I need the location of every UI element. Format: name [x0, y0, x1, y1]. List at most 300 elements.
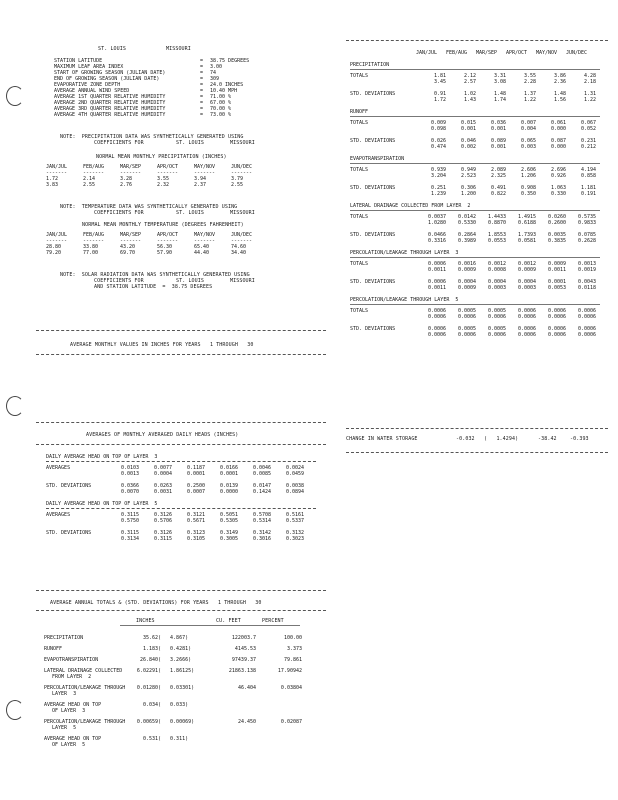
param-label: AVERAGE 2ND QUARTER RELATIVE HUMIDITY — [54, 100, 166, 106]
table-cell: 0.822 — [490, 191, 506, 197]
table-cell: 69.70 — [120, 250, 136, 256]
row-label: LATERAL DRAINAGE COLLECTED — [44, 668, 123, 674]
annual-row-cont — [44, 674, 302, 680]
spacer — [46, 536, 106, 542]
spacer — [350, 144, 416, 150]
table-cell: 1.48 — [553, 91, 566, 97]
spacer — [46, 489, 106, 495]
temp-table-title: NORMAL MEAN MONTHLY TEMPERATURE (DEGREES FAHRENHEIT) — [82, 222, 244, 228]
inches-value: 6.02291 — [136, 668, 158, 674]
table-cell: 0.858 — [580, 173, 596, 179]
underline: ------- — [157, 238, 179, 244]
table-cell: 0.3126 — [153, 530, 172, 536]
row-label: AVERAGE HEAD ON TOP — [44, 736, 102, 742]
param-value: 67.00 % — [210, 100, 232, 106]
table-cell: 0.0012 — [517, 261, 536, 267]
data-row — [350, 285, 600, 291]
divider — [346, 428, 608, 429]
spacer — [350, 332, 416, 338]
table-cell: 0.0004 — [517, 279, 536, 285]
table-cell: 3.28 — [120, 176, 133, 182]
column-header: APR/OCT — [157, 164, 179, 170]
table-cell: 0.0006 — [517, 314, 536, 320]
table-cell: 57.90 — [157, 250, 173, 256]
column-header: FEB/AUG — [83, 164, 105, 170]
table-cell: 0.3835 — [547, 238, 566, 244]
table-cell: 0.0035 — [547, 232, 566, 238]
table-cell: 0.0011 — [427, 285, 446, 291]
change-water-inches: -0.032 — [456, 436, 475, 442]
cuft-value — [206, 736, 256, 742]
spacer — [350, 267, 416, 273]
table-cell: 0.5330 — [457, 220, 476, 226]
table-cell: 4.28 — [583, 73, 596, 79]
table-cell: 2.18 — [583, 79, 596, 85]
station-parameters — [54, 58, 280, 118]
table-cell: 0.0006 — [487, 332, 506, 338]
equals-sign: = — [200, 64, 204, 70]
section-underline — [350, 210, 600, 211]
spacer — [350, 126, 416, 132]
table-cell: 0.0009 — [517, 267, 536, 273]
row-label: STD. DEVIATIONS — [46, 530, 92, 536]
daily-heads-table — [46, 454, 316, 542]
table-cell: 0.0024 — [285, 465, 304, 471]
table-cell: 0.0046 — [252, 465, 271, 471]
table-cell: 0.004 — [520, 126, 536, 132]
table-cell: 1.063 — [550, 185, 566, 191]
precip-note-city: ST. LOUIS — [176, 140, 204, 146]
table-cell: 0.0005 — [487, 308, 506, 314]
table-cell: 0.0001 — [219, 471, 238, 477]
table-cell: 0.3149 — [219, 530, 238, 536]
station-param-row — [54, 112, 280, 118]
row-label: TOTALS — [350, 214, 369, 220]
table-cell: 1.4915 — [517, 214, 536, 220]
table-cell: 0.0553 — [487, 238, 506, 244]
section-title-text: DAILY AVERAGE HEAD ON TOP OF LAYER 5 — [46, 501, 158, 507]
table-cell: 0.3132 — [285, 530, 304, 536]
table-cell: 0.0013 — [120, 471, 139, 477]
solar-note-line2: COEFFICIENTS FOR — [94, 278, 144, 284]
row-label: PERCOLATION/LEAKAGE THROUGH — [44, 719, 126, 725]
table-cell: 0.5161 — [285, 512, 304, 518]
data-row — [46, 518, 316, 524]
table-cell: 43.20 — [120, 244, 136, 250]
std-value: ( 0.4281) — [158, 646, 192, 652]
table-cell: 2.14 — [83, 176, 96, 182]
divider — [36, 330, 326, 331]
table-cell: 3.83 — [46, 182, 59, 188]
table-cell: 0.0006 — [517, 326, 536, 332]
table-cell: 0.036 — [490, 120, 506, 126]
annual-row-cont — [44, 708, 302, 714]
table-header-row — [350, 50, 600, 56]
row-label: STD. DEVIATIONS — [350, 185, 396, 191]
table-cell: 0.046 — [460, 138, 476, 144]
percent-value: 0.02087 — [280, 719, 302, 725]
table-cell: 1.7393 — [517, 232, 536, 238]
row-label-cont: OF LAYER 5 — [52, 742, 86, 748]
row-label: STD. DEVIATIONS — [350, 326, 396, 332]
column-header: FEB/AUG — [446, 50, 468, 56]
table-cell: 0.089 — [490, 138, 506, 144]
row-label: STD. DEVIATIONS — [46, 483, 92, 489]
table-cell: 0.5708 — [252, 512, 271, 518]
underline: ------- — [120, 170, 142, 176]
column-header: JAN/JUL — [46, 164, 68, 170]
table-cell: 0.0005 — [457, 326, 476, 332]
percent-value: 0.03804 — [280, 685, 302, 691]
data-row — [46, 536, 316, 542]
percent-value: 79.861 — [283, 657, 302, 663]
param-value: 3.00 — [210, 64, 223, 70]
annual-row-cont — [44, 725, 302, 731]
table-cell: 0.000 — [550, 126, 566, 132]
data-row — [350, 332, 600, 338]
spacer — [350, 50, 416, 56]
percent-value — [256, 702, 302, 708]
equals-sign: = — [200, 100, 204, 106]
table-cell: 0.2600 — [547, 220, 566, 226]
underline: ------- — [46, 238, 68, 244]
table-cell: 0.0004 — [457, 279, 476, 285]
table-cell: 0.3115 — [120, 530, 139, 536]
percent-value: 3.373 — [286, 646, 302, 652]
data-row — [350, 173, 600, 179]
divider — [36, 610, 326, 611]
table-cell: 3.86 — [553, 73, 566, 79]
table-cell: 2.696 — [550, 167, 566, 173]
table-cell: 0.2628 — [577, 238, 596, 244]
table-cell: 0.0012 — [487, 261, 506, 267]
underline: ------- — [194, 170, 216, 176]
table-cell: 0.0003 — [517, 285, 536, 291]
divider — [36, 444, 326, 445]
table-cell: 0.0006 — [427, 261, 446, 267]
table-cell: 33.80 — [83, 244, 99, 250]
table-cell: 0.949 — [460, 167, 476, 173]
table-row — [46, 250, 268, 256]
binder-hole — [6, 700, 24, 720]
equals-sign: = — [200, 70, 204, 76]
table-cell: 2.57 — [463, 79, 476, 85]
table-cell: 0.0581 — [517, 238, 536, 244]
table-cell: 0.0006 — [427, 279, 446, 285]
table-cell: 0.3142 — [252, 530, 271, 536]
table-cell: 0.0006 — [547, 308, 566, 314]
table-cell: 0.3121 — [186, 512, 205, 518]
equals-sign: = — [200, 76, 204, 82]
section-underline — [46, 461, 316, 462]
table-cell: 0.0019 — [577, 267, 596, 273]
divider — [36, 590, 326, 591]
table-cell: 0.0006 — [427, 332, 446, 338]
cuft-value: 46.404 — [237, 685, 256, 691]
row-label: TOTALS — [350, 261, 369, 267]
table-cell: 0.5735 — [577, 214, 596, 220]
table-cell: 0.5750 — [120, 518, 139, 524]
table-cell: 2.36 — [553, 79, 566, 85]
change-water-std: ( 1.4294) — [484, 436, 519, 442]
param-value: 38.75 DEGREES — [210, 58, 250, 64]
cuft-value — [206, 702, 256, 708]
table-cell: 0.908 — [520, 185, 536, 191]
table-cell: 0.0006 — [457, 314, 476, 320]
section-title-text: RUNOFF — [350, 109, 369, 115]
change-water-label: CHANGE IN WATER STORAGE — [346, 436, 418, 442]
table-cell: 0.3105 — [186, 536, 205, 542]
table-row — [46, 182, 268, 188]
table-cell: 0.0006 — [427, 314, 446, 320]
table-cell: 1.74 — [493, 97, 506, 103]
row-label: STD. DEVIATIONS — [350, 232, 396, 238]
table-cell: 0.0263 — [153, 483, 172, 489]
table-cell: 0.0139 — [219, 483, 238, 489]
spacer — [350, 285, 416, 291]
data-row — [350, 144, 600, 150]
row-label: TOTALS — [350, 167, 369, 173]
table-cell: 0.3115 — [153, 536, 172, 542]
table-cell: 0.5671 — [186, 518, 205, 524]
table-cell: 0.3126 — [153, 512, 172, 518]
change-water-cuft: -38.42 — [538, 436, 557, 442]
section-title — [350, 297, 600, 303]
table-cell: 0.0006 — [577, 326, 596, 332]
table-cell: 77.00 — [83, 250, 99, 256]
precip-note-line1: NOTE: PRECIPITATION DATA WAS SYNTHETICALLY GENERATED USING — [60, 134, 244, 140]
column-header: JUN/DEC — [231, 164, 253, 170]
divider — [346, 40, 608, 41]
std-value: ( 0.311) — [158, 736, 189, 742]
row-label-cont: LAYER 3 — [52, 691, 77, 697]
table-cell: 0.3115 — [120, 512, 139, 518]
table-cell: 0.002 — [460, 144, 476, 150]
table-cell: 0.0005 — [457, 308, 476, 314]
table-cell: 1.22 — [583, 97, 596, 103]
change-water-pct: -0.393 — [570, 436, 589, 442]
percent-value: 17.90942 — [277, 668, 302, 674]
section-underline — [46, 508, 316, 509]
table-cell: 2.55 — [83, 182, 96, 188]
param-label: START OF GROWING SEASON (JULIAN DATE) — [54, 70, 166, 76]
param-label: END OF GROWING SEASON (JULIAN DATE) — [54, 76, 160, 82]
inches-value: 0.00659 — [136, 719, 158, 725]
table-cell: 0.0785 — [577, 232, 596, 238]
table-cell: 0.0006 — [577, 308, 596, 314]
table-cell: 0.0009 — [457, 285, 476, 291]
spacer — [350, 220, 416, 226]
table-cell: 1.37 — [523, 91, 536, 97]
table-cell: 0.098 — [430, 126, 446, 132]
table-cell: 0.0006 — [547, 326, 566, 332]
param-label: EVAPORATIVE ZONE DEPTH — [54, 82, 121, 88]
table-cell: 0.0006 — [427, 326, 446, 332]
data-row — [350, 238, 600, 244]
underline: ------- — [157, 170, 179, 176]
row-label: TOTALS — [350, 120, 369, 126]
table-cell: 3.55 — [523, 73, 536, 79]
table-cell: 0.0366 — [120, 483, 139, 489]
row-label: AVERAGES — [46, 465, 71, 471]
table-cell: 2.12 — [463, 73, 476, 79]
column-header: JUN/DEC — [566, 50, 588, 56]
row-label: STD. DEVIATIONS — [350, 138, 396, 144]
table-cell: 0.1187 — [186, 465, 205, 471]
table-cell: 0.067 — [580, 120, 596, 126]
table-cell: 0.0009 — [547, 261, 566, 267]
table-cell: 1.181 — [580, 185, 596, 191]
table-cell: 0.0037 — [427, 214, 446, 220]
table-cell: 0.251 — [430, 185, 446, 191]
percent-value: 100.00 — [283, 635, 302, 641]
section-title — [350, 156, 600, 162]
data-row — [46, 489, 316, 495]
temp-table — [46, 232, 268, 256]
param-value: 74 — [210, 70, 217, 76]
table-cell: 3.45 — [433, 79, 446, 85]
temp-note-state: MISSOURI — [230, 210, 255, 216]
annual-row — [44, 657, 302, 663]
data-row — [350, 267, 600, 273]
row-label: PRECIPITATION — [44, 635, 84, 641]
table-cell: 0.0260 — [547, 214, 566, 220]
table-cell: 0.0005 — [487, 326, 506, 332]
solar-note-line3: AND STATION LATITUDE = 38.75 DEGREES — [94, 284, 213, 290]
table-cell: 0.000 — [550, 144, 566, 150]
station-state: MISSOURI — [166, 46, 191, 52]
table-cell: 0.0006 — [457, 332, 476, 338]
section-title-text: DAILY AVERAGE HEAD ON TOP OF LAYER 3 — [46, 454, 158, 460]
spacer — [46, 471, 106, 477]
table-cell: 0.0166 — [219, 465, 238, 471]
data-row — [350, 97, 600, 103]
cuft-value: 4145.53 — [234, 646, 256, 652]
table-cell: 0.0006 — [517, 308, 536, 314]
divider — [120, 625, 300, 626]
table-cell: 0.0011 — [547, 267, 566, 273]
column-header: MAY/NOV — [194, 232, 216, 238]
section-underline — [350, 257, 600, 258]
annual-totals-table — [44, 630, 302, 748]
underline: ------- — [83, 238, 105, 244]
table-cell: 1.239 — [430, 191, 446, 197]
table-cell: 0.0009 — [457, 267, 476, 273]
std-value: ( 0.03301) — [158, 685, 195, 691]
table-cell: 0.0013 — [577, 261, 596, 267]
precip-note-line2: COEFFICIENTS FOR — [94, 140, 144, 146]
section-title — [350, 62, 600, 68]
table-cell: 0.350 — [520, 191, 536, 197]
table-cell: 1.4433 — [487, 214, 506, 220]
underline: ------- — [194, 238, 216, 244]
row-label: STD. DEVIATIONS — [350, 279, 396, 285]
param-value: 309 — [210, 76, 220, 82]
annual-row-cont — [44, 742, 302, 748]
cuft-value: 122003.7 — [231, 635, 256, 641]
precip-note-state: MISSOURI — [230, 140, 255, 146]
section-title-text: LATERAL DRAINAGE COLLECTED FROM LAYER 2 — [350, 203, 471, 209]
table-cell: 0.0006 — [517, 332, 536, 338]
data-row — [350, 191, 600, 197]
param-value: 70.00 % — [210, 106, 232, 112]
table-cell: 0.1424 — [252, 489, 271, 495]
annual-header-inches: INCHES — [136, 618, 155, 624]
table-cell: 2.28 — [523, 79, 536, 85]
table-cell: 0.0006 — [577, 314, 596, 320]
table-cell: 0.052 — [580, 126, 596, 132]
section-title-text: EVAPOTRANSPIRATION — [350, 156, 405, 162]
table-cell: 0.0894 — [285, 489, 304, 495]
table-cell: 0.5051 — [219, 512, 238, 518]
table-cell: 0.6188 — [517, 220, 536, 226]
row-label: TOTALS — [350, 308, 369, 314]
table-cell: 0.0004 — [487, 279, 506, 285]
column-header: MAY/NOV — [536, 50, 558, 56]
section-title — [350, 250, 600, 256]
equals-sign: = — [200, 82, 204, 88]
table-cell: 2.523 — [460, 173, 476, 179]
equals-sign: = — [200, 88, 204, 94]
table-cell: 0.0007 — [186, 489, 205, 495]
std-value: ( 3.2666) — [158, 657, 192, 663]
table-cell: 0.191 — [580, 191, 596, 197]
table-cell: 0.007 — [520, 120, 536, 126]
table-cell: 0.001 — [490, 126, 506, 132]
cuft-value: 97439.37 — [231, 657, 256, 663]
table-cell: 0.5337 — [285, 518, 304, 524]
annual-row — [44, 646, 302, 652]
inches-value: 0.034 — [142, 702, 158, 708]
spacer — [350, 173, 416, 179]
table-cell: 0.2500 — [186, 483, 205, 489]
column-header: APR/OCT — [157, 232, 179, 238]
row-label: AVERAGE HEAD ON TOP — [44, 702, 102, 708]
table-cell: 0.330 — [550, 191, 566, 197]
table-cell: 0.5305 — [219, 518, 238, 524]
table-cell: 0.0006 — [427, 308, 446, 314]
table-cell: 0.0103 — [120, 465, 139, 471]
table-cell: 0.0466 — [427, 232, 446, 238]
annual-header-percent: PERCENT — [262, 618, 284, 624]
temp-note-line1: NOTE: TEMPERATURE DATA WAS SYNTHETICALLY GENERATED USING — [60, 204, 238, 210]
table-cell: 1.206 — [520, 173, 536, 179]
table-cell: 0.3989 — [457, 238, 476, 244]
column-header: MAR/SEP — [120, 232, 142, 238]
table-cell: 1.31 — [583, 91, 596, 97]
table-cell: 4.194 — [580, 167, 596, 173]
column-header: MAY/NOV — [194, 164, 216, 170]
spacer — [350, 238, 416, 244]
temp-note-line2: COEFFICIENTS FOR — [94, 210, 144, 216]
table-cell: 3.08 — [493, 79, 506, 85]
section-title — [350, 203, 600, 209]
table-cell: 0.003 — [520, 144, 536, 150]
head-table-title: AVERAGES OF MONTHLY AVERAGED DAILY HEADS (INCHES) — [86, 432, 239, 438]
column-header: JAN/JUL — [416, 50, 438, 56]
section-title — [46, 501, 316, 507]
table-cell: 2.55 — [231, 182, 244, 188]
table-cell: 0.91 — [433, 91, 446, 97]
table-cell: 2.37 — [194, 182, 207, 188]
table-cell: 0.306 — [460, 185, 476, 191]
param-label: STATION LATITUDE — [54, 58, 103, 64]
section-title-text: PRECIPITATION — [350, 62, 390, 68]
table-cell: 0.0004 — [153, 471, 172, 477]
table-cell: 0.939 — [430, 167, 446, 173]
data-row — [350, 126, 600, 132]
table-cell: 0.0043 — [577, 279, 596, 285]
